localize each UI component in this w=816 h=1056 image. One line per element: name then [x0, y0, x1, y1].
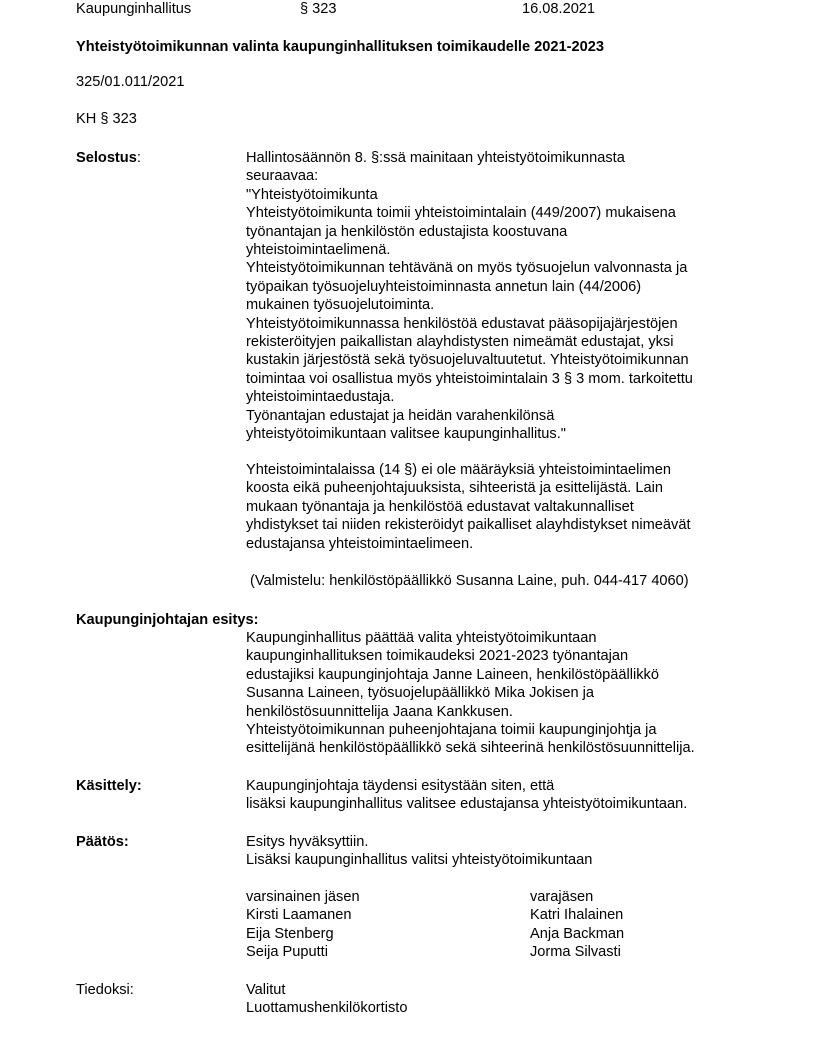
deputy-name: Anja Backman	[530, 925, 625, 942]
selostus-line: kustakin järjestöstä sekä työsuojeluvaltuutetut. Yhteistyötoimikunnan	[246, 352, 689, 369]
selostus-line: seuraavaa:	[246, 168, 319, 185]
selostus-para2-line: yhdistykset tai niiden rekisteröidyt paikalliset alayhdistykset nimeävät	[246, 517, 691, 534]
paatos-line: Lisäksi kaupunginhallitus valitsi yhteistyötoimikuntaan	[246, 852, 593, 869]
selostus-line: Hallintosäännön 8. §:ssä mainitaan yhteistyötoimikunnasta	[246, 150, 625, 166]
header-section: § 323	[300, 1, 337, 17]
selostus-line: Yhteistyötoimikunnassa henkilöstöä edustavat pääsopijajärjestöjen	[246, 315, 678, 332]
selostus-para2-line: Yhteistoimintalaissa (14 §) ei ole määräyksiä yhteistoimintaelimen	[246, 462, 672, 478]
selostus-line: työnantajan ja henkilöstön edustajista koostuvana	[246, 223, 568, 240]
esitys-line: edustajiksi kaupunginjohtaja Janne Laineen, henkilöstöpäällikkö	[246, 666, 659, 683]
esitys-label: Kaupunginjohtajan esitys:	[76, 612, 259, 628]
selostus-line: Työnantajan edustajat ja heidän varahenkilönsä	[246, 407, 555, 424]
members-header: varsinainen jäsen	[246, 889, 360, 905]
deputies-column	[530, 888, 790, 962]
tiedoksi-line: Valitut	[246, 982, 286, 998]
selostus-line: toimintaa voi osallistua myös yhteistoimintalain 3 § 3 mom. tarkoitettu	[246, 370, 693, 387]
kasittely-line: Kaupunginjohtaja täydensi esitystään siten, että	[246, 778, 555, 794]
tiedoksi-label: Tiedoksi:	[76, 982, 134, 998]
selostus-para2-line: mukaan työnantaja ja henkilöstöä edustavat valtakunnalliset	[246, 498, 634, 515]
header-date: 16.08.2021	[522, 1, 596, 17]
selostus-paragraph-2	[246, 461, 766, 553]
selostus-label-wrap	[76, 149, 141, 167]
selostus-line: Yhteistyötoimikunnan tehtävänä on myös työsuojelun valvonnasta ja	[246, 260, 688, 277]
member-name: Kirsti Laamanen	[246, 907, 352, 924]
paatos-label: Päätös:	[76, 834, 129, 850]
header-body: Kaupunginhallitus	[76, 1, 192, 17]
esitys-line: kaupunginhallituksen toimikaudeksi 2021-2023 työnantajan	[246, 648, 629, 665]
selostus-line: yhteistoimintaedustaja.	[246, 389, 395, 406]
selostus-para2-line: koosta eikä puheenjohtajuuksista, sihteeristä ja esittelijästä. Lain	[246, 480, 663, 497]
kasittely-label: Käsittely:	[76, 778, 142, 794]
kh-reference: KH § 323	[76, 111, 137, 127]
tiedoksi-text	[246, 981, 766, 1018]
esitys-line: Kaupunginhallitus päättää valita yhteistyötoimikuntaan	[246, 630, 597, 646]
selostus-text	[246, 149, 766, 444]
member-name: Seija Puputti	[246, 944, 328, 961]
document-title: Yhteistyötoimikunnan valinta kaupunginhallituksen toimikaudelle 2021-2023	[76, 39, 604, 55]
selostus-para2-line: edustajansa yhteistoimintaelimeen.	[246, 535, 474, 552]
diary-number: 325/01.011/2021	[76, 74, 185, 90]
paatos-text	[246, 833, 766, 870]
tiedoksi-line: Luottamushenkilökortisto	[246, 1000, 408, 1017]
esitys-line: henkilöstösuunnittelija Jaana Kankkusen.	[246, 703, 513, 720]
selostus-line: yhteistoimintaelimenä.	[246, 242, 391, 259]
paatos-line: Esitys hyväksyttiin.	[246, 834, 369, 850]
esitys-line: esittelijänä henkilöstöpäällikkö sekä sihteerinä henkilöstösuunnittelija.	[246, 740, 695, 757]
kasittely-line: lisäksi kaupunginhallitus valitsee edustajansa yhteistyötoimikuntaan.	[246, 796, 688, 813]
selostus-line: rekisteröityjen paikallistan alayhdistysten nimeämät edustajat, yksi	[246, 334, 674, 351]
esitys-text	[246, 629, 766, 758]
selostus-line: työpaikan työsuojeluyhteistoiminnasta annetun lain (44/2006)	[246, 278, 642, 295]
valmistelu-note: (Valmistelu: henkilöstöpäällikkö Susanna Laine, puh. 044-417 4060)	[250, 573, 689, 589]
selostus-line: mukainen työsuojelutoiminta.	[246, 297, 435, 314]
deputy-name: Jorma Silvasti	[530, 944, 621, 961]
selostus-line: "Yhteistyötoimikunta	[246, 186, 378, 203]
kasittely-text	[246, 777, 766, 814]
selostus-line: Yhteistyötoimikunta toimii yhteistoimintalain (449/2007) mukaisena	[246, 205, 676, 222]
deputies-header: varajäsen	[530, 889, 594, 905]
member-name: Eija Stenberg	[246, 925, 334, 942]
esitys-line: Susanna Laineen, työsuojelupäällikkö Mika Jokisen ja	[246, 685, 595, 702]
selostus-line: yhteistyötoimikuntaan valitsee kaupunginhallitus."	[246, 426, 566, 443]
esitys-line: Yhteistyötoimikunnan puheenjohtajana toimii kaupunginjohtja ja	[246, 722, 657, 739]
members-column	[246, 888, 506, 962]
selostus-colon: :	[136, 150, 141, 166]
selostus-label: Selostus	[76, 150, 137, 166]
deputy-name: Katri Ihalainen	[530, 907, 624, 924]
